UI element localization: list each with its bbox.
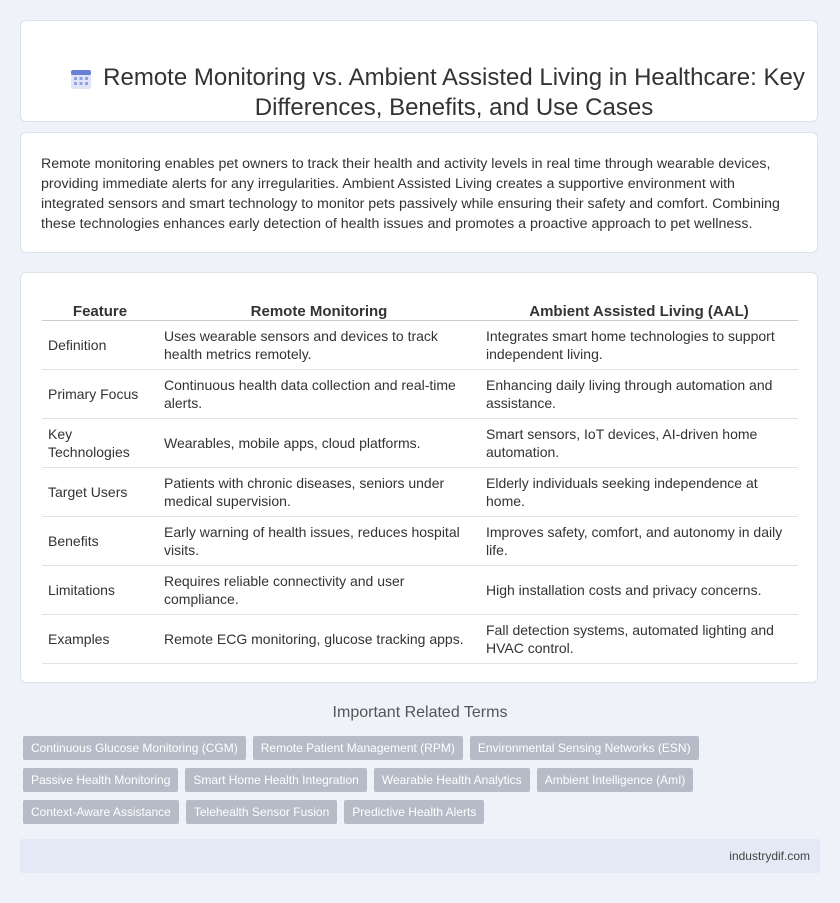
- related-term-tag[interactable]: Context-Aware Assistance: [23, 800, 179, 824]
- calendar-icon: [69, 67, 93, 91]
- row-remote-monitoring: Continuous health data collection and real-time alerts.: [158, 370, 480, 419]
- row-remote-monitoring: Requires reliable connectivity and user compliance.: [158, 566, 480, 615]
- row-aal: Integrates smart home technologies to support independent living.: [480, 321, 798, 370]
- row-aal: High installation costs and privacy concerns.: [480, 566, 798, 615]
- header-remote-monitoring: Remote Monitoring: [158, 298, 480, 321]
- table-row: [42, 370, 798, 419]
- tag-row: [23, 800, 813, 824]
- related-term-tag[interactable]: Passive Health Monitoring: [23, 768, 178, 792]
- related-term-tag[interactable]: Wearable Health Analytics: [374, 768, 530, 792]
- row-feature: Primary Focus: [42, 370, 158, 419]
- row-feature: Definition: [42, 321, 158, 370]
- row-aal: Enhancing daily living through automation and assistance.: [480, 370, 798, 419]
- row-feature: Key Technologies: [42, 419, 158, 468]
- related-term-tag[interactable]: Telehealth Sensor Fusion: [186, 800, 337, 824]
- table-row: [42, 566, 798, 615]
- row-remote-monitoring: Wearables, mobile apps, cloud platforms.: [158, 419, 480, 468]
- table-row: [42, 419, 798, 468]
- related-terms-list: [23, 736, 813, 832]
- related-term-tag[interactable]: Remote Patient Management (RPM): [253, 736, 463, 760]
- header-feature: Feature: [42, 298, 158, 321]
- row-remote-monitoring: Early warning of health issues, reduces hospital visits.: [158, 517, 480, 566]
- related-term-tag[interactable]: Predictive Health Alerts: [344, 800, 484, 824]
- intro-card: [20, 132, 818, 253]
- row-aal: Smart sensors, IoT devices, AI-driven home automation.: [480, 419, 798, 468]
- comparison-table: [42, 298, 798, 664]
- table-row: [42, 321, 798, 370]
- tag-row: [23, 736, 813, 760]
- row-aal: Elderly individuals seeking independence at home.: [480, 468, 798, 517]
- row-feature: Target Users: [42, 468, 158, 517]
- related-term-tag[interactable]: Smart Home Health Integration: [185, 768, 366, 792]
- table-row: [42, 468, 798, 517]
- related-term-tag[interactable]: Environmental Sensing Networks (ESN): [470, 736, 699, 760]
- title-card: [20, 20, 818, 122]
- table-row: [42, 517, 798, 566]
- row-remote-monitoring: Uses wearable sensors and devices to track health metrics remotely.: [158, 321, 480, 370]
- table-header-row: [42, 298, 798, 321]
- table-row: [42, 615, 798, 664]
- header-aal: Ambient Assisted Living (AAL): [480, 298, 798, 321]
- footer-bar: [20, 839, 820, 873]
- row-remote-monitoring: Remote ECG monitoring, glucose tracking apps.: [158, 615, 480, 664]
- row-remote-monitoring: Patients with chronic diseases, seniors under medical supervision.: [158, 468, 480, 517]
- page-title: Remote Monitoring vs. Ambient Assisted Living in Healthcare: Key Differences, Benefits, and Use Cases: [103, 64, 805, 121]
- intro-paragraph: Remote monitoring enables pet owners to track their health and activity levels in real time through wearable devices, providing immediate alerts for any irregularities. Ambient Assisted Living creates a supportive environment with integrated sensors and smart technology to monitor pets passively while ensuring their safety and comfort. Combining these technologies enhances early detection of health issues and promotes a proactive approach to pet wellness.: [41, 156, 780, 232]
- tag-row: [23, 768, 813, 792]
- comparison-card: [20, 272, 818, 683]
- row-aal: Fall detection systems, automated lighting and HVAC control.: [480, 615, 798, 664]
- related-term-tag[interactable]: Continuous Glucose Monitoring (CGM): [23, 736, 246, 760]
- related-terms-heading: Important Related Terms: [332, 704, 508, 721]
- row-aal: Improves safety, comfort, and autonomy in daily life.: [480, 517, 798, 566]
- footer-site-link[interactable]: industrydif.com: [729, 849, 810, 863]
- related-term-tag[interactable]: Ambient Intelligence (AmI): [537, 768, 694, 792]
- row-feature: Examples: [42, 615, 158, 664]
- row-feature: Benefits: [42, 517, 158, 566]
- row-feature: Limitations: [42, 566, 158, 615]
